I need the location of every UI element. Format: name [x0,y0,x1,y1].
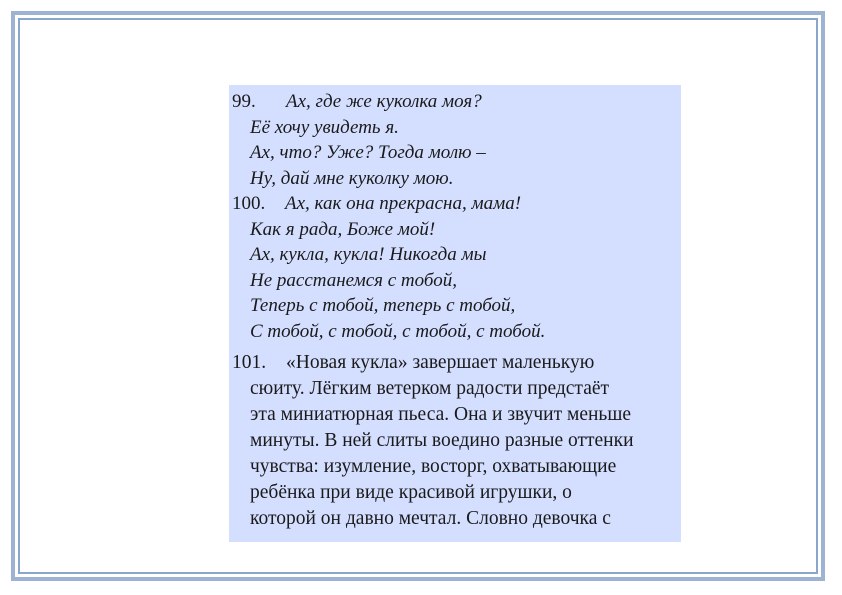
prose-block [232,350,681,532]
prose-line-text: «Новая кукла» завершает маленькую [286,352,595,373]
poem-line [232,191,681,217]
prose-line: эта миниатюрная пьеса. Она и звучит меньше [250,404,631,425]
poem-line-text: Ах, как она прекрасна, мама! [285,193,522,214]
paragraph-number: 99. [232,91,256,112]
prose-line: минуты. В ней слиты воедино разные оттенки [250,430,634,451]
poem-block [232,89,681,344]
paragraph-number: 101. [232,352,267,373]
poem-line [232,89,681,115]
poem-line: Ну, дай мне куколку мою. [250,167,454,189]
poem-line: Ах, кукла, кукла! Никогда мы [250,244,487,265]
paragraph-number: 100. [232,193,266,214]
poem-line: Её хочу увидеть я. [250,116,399,138]
prose-line: которой он давно мечтал. Словно девочка с [250,508,611,529]
poem-line: Ах, что? Уже? Тогда молю – [250,142,486,163]
poem-line: Не расстанемся с тобой, [250,269,457,291]
poem-line-text: Ах, где же куколка моя? [286,91,482,112]
poem-line: Теперь с тобой, теперь с тобой, [250,295,516,316]
prose-line: ребёнка при виде красивой игрушки, о [250,482,572,503]
poem-line: Как я рада, Боже мой! [250,218,436,240]
poem-line: С тобой, с тобой, с тобой, с тобой. [250,320,546,342]
prose-line [232,350,681,376]
text-box [229,85,681,542]
prose-line: чувства: изумление, восторг, охватывающие [250,456,617,477]
prose-line: сюиту. Лёгким ветерком радости предстаёт [250,378,610,399]
